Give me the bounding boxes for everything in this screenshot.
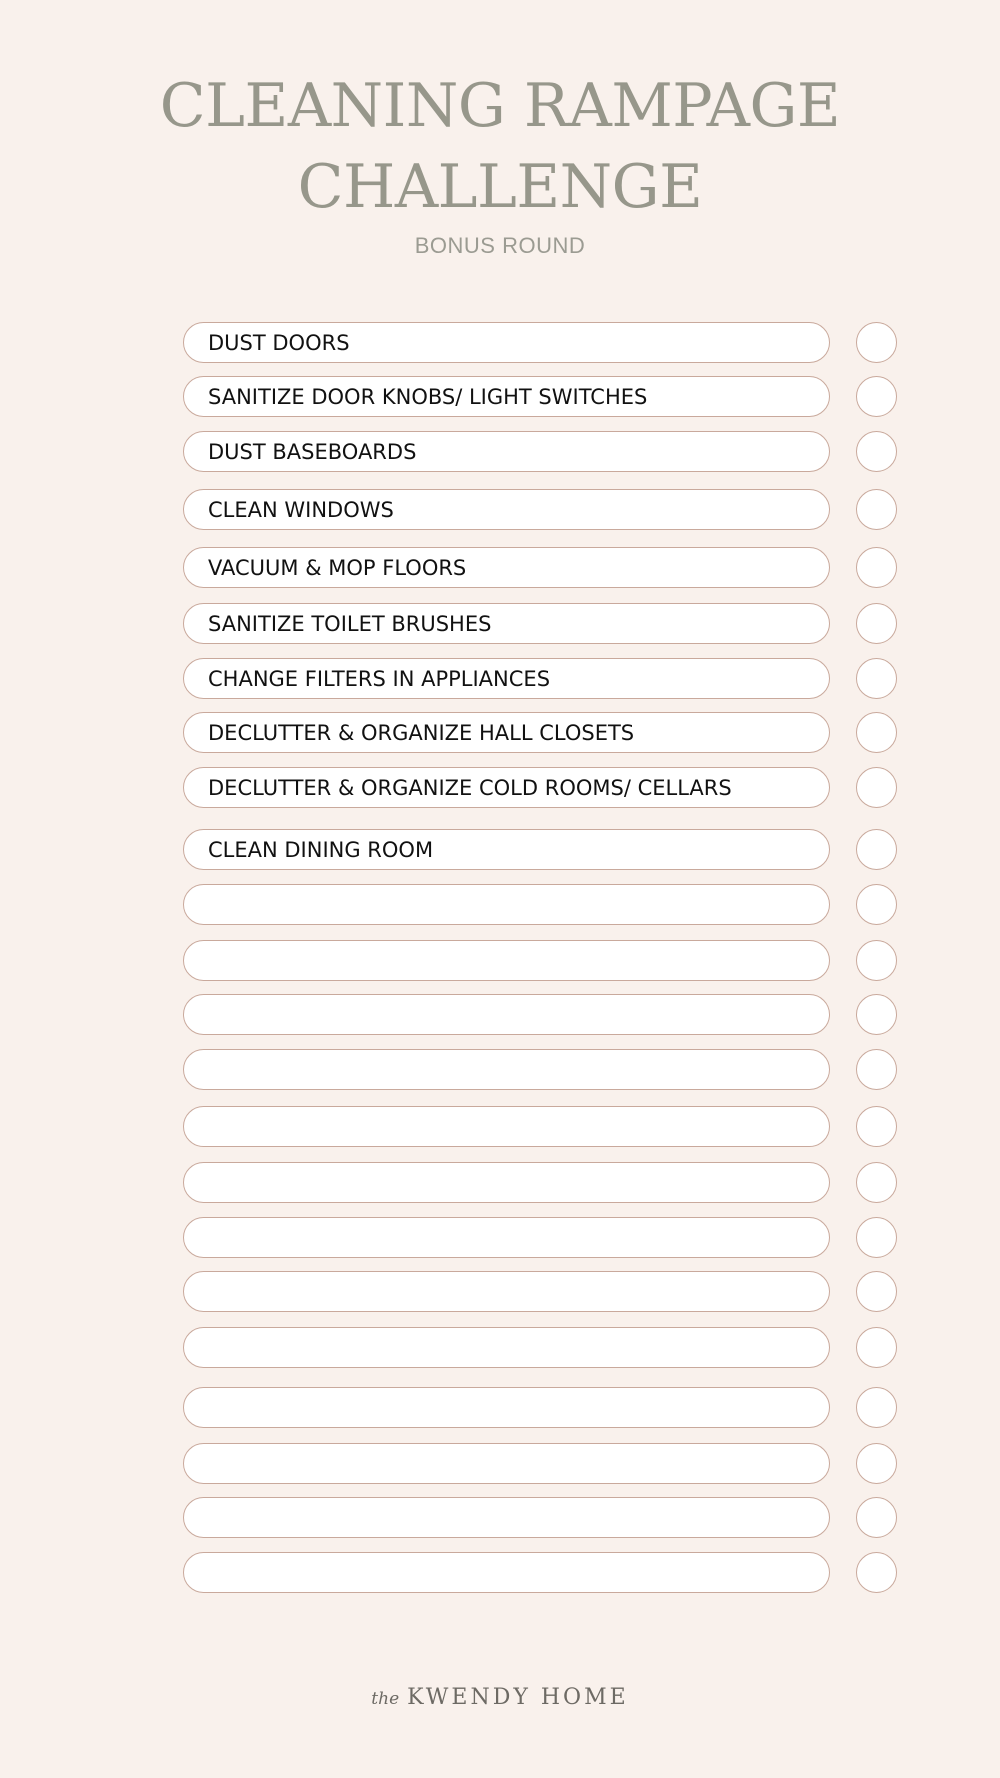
task-checkbox[interactable] bbox=[856, 767, 897, 808]
task-checkbox[interactable] bbox=[856, 1049, 897, 1090]
task-row bbox=[183, 547, 830, 588]
task-row bbox=[183, 376, 830, 417]
task-label: VACUUM & MOP FLOORS bbox=[208, 556, 467, 580]
task-field[interactable] bbox=[183, 1443, 830, 1484]
task-label: SANITIZE DOOR KNOBS/ LIGHT SWITCHES bbox=[208, 385, 648, 409]
brand-prefix: the bbox=[371, 1689, 400, 1709]
task-checkbox[interactable] bbox=[856, 1327, 897, 1368]
task-row bbox=[183, 1327, 830, 1368]
task-row bbox=[183, 829, 830, 870]
task-checkbox[interactable] bbox=[856, 1271, 897, 1312]
task-field[interactable] bbox=[183, 829, 830, 870]
task-checkbox[interactable] bbox=[856, 658, 897, 699]
task-field[interactable] bbox=[183, 884, 830, 925]
subtitle: BONUS ROUND bbox=[414, 233, 586, 258]
task-row bbox=[183, 994, 830, 1035]
task-field[interactable] bbox=[183, 1271, 830, 1312]
task-field[interactable] bbox=[183, 658, 830, 699]
task-row bbox=[183, 1217, 830, 1258]
task-row bbox=[183, 489, 830, 530]
task-label: CLEAN WINDOWS bbox=[208, 498, 394, 522]
task-field[interactable] bbox=[183, 547, 830, 588]
task-field[interactable] bbox=[183, 1327, 830, 1368]
task-checkbox[interactable] bbox=[856, 1443, 897, 1484]
task-field[interactable] bbox=[183, 767, 830, 808]
task-row bbox=[183, 1497, 830, 1538]
task-row bbox=[183, 1106, 830, 1147]
task-checkbox[interactable] bbox=[856, 431, 897, 472]
task-checkbox[interactable] bbox=[856, 547, 897, 588]
task-checkbox[interactable] bbox=[856, 884, 897, 925]
task-row bbox=[183, 322, 830, 363]
task-label: CHANGE FILTERS IN APPLIANCES bbox=[208, 667, 551, 691]
task-checkbox[interactable] bbox=[856, 1497, 897, 1538]
task-label: DUST BASEBOARDS bbox=[208, 440, 417, 464]
task-field[interactable] bbox=[183, 1387, 830, 1428]
task-field[interactable] bbox=[183, 489, 830, 530]
task-checkbox[interactable] bbox=[856, 603, 897, 644]
brand-footer bbox=[0, 1685, 1000, 1710]
task-field[interactable] bbox=[183, 1217, 830, 1258]
task-field[interactable] bbox=[183, 1497, 830, 1538]
task-field[interactable] bbox=[183, 1552, 830, 1593]
task-label: CLEAN DINING ROOM bbox=[208, 838, 434, 862]
task-field[interactable] bbox=[183, 322, 830, 363]
task-row bbox=[183, 658, 830, 699]
task-field[interactable] bbox=[183, 712, 830, 753]
task-checkbox[interactable] bbox=[856, 994, 897, 1035]
task-checkbox[interactable] bbox=[856, 1552, 897, 1593]
task-field[interactable] bbox=[183, 1049, 830, 1090]
task-row bbox=[183, 940, 830, 981]
task-checkbox[interactable] bbox=[856, 1106, 897, 1147]
task-row bbox=[183, 884, 830, 925]
task-row bbox=[183, 1552, 830, 1593]
task-row bbox=[183, 712, 830, 753]
task-row bbox=[183, 603, 830, 644]
task-field[interactable] bbox=[183, 603, 830, 644]
task-field[interactable] bbox=[183, 431, 830, 472]
task-field[interactable] bbox=[183, 1162, 830, 1203]
task-checkbox[interactable] bbox=[856, 376, 897, 417]
task-row bbox=[183, 1049, 830, 1090]
task-row bbox=[183, 1443, 830, 1484]
brand-name: KWENDY HOME bbox=[407, 1685, 629, 1710]
task-checkbox[interactable] bbox=[856, 489, 897, 530]
task-checkbox[interactable] bbox=[856, 829, 897, 870]
task-checkbox[interactable] bbox=[856, 322, 897, 363]
task-checkbox[interactable] bbox=[856, 712, 897, 753]
title-line-1: CLEANING RAMPAGE bbox=[159, 71, 841, 141]
task-row bbox=[183, 1387, 830, 1428]
task-checkbox[interactable] bbox=[856, 1217, 897, 1258]
task-label: DUST DOORS bbox=[208, 331, 350, 355]
title-line-2: CHALLENGE bbox=[297, 152, 703, 222]
task-label: SANITIZE TOILET BRUSHES bbox=[208, 612, 492, 636]
task-checkbox[interactable] bbox=[856, 940, 897, 981]
task-row bbox=[183, 1271, 830, 1312]
task-checkbox[interactable] bbox=[856, 1387, 897, 1428]
task-row bbox=[183, 431, 830, 472]
task-row bbox=[183, 767, 830, 808]
task-label: DECLUTTER & ORGANIZE COLD ROOMS/ CELLARS bbox=[208, 776, 732, 800]
task-field[interactable] bbox=[183, 994, 830, 1035]
task-row bbox=[183, 1162, 830, 1203]
task-field[interactable] bbox=[183, 940, 830, 981]
task-label: DECLUTTER & ORGANIZE HALL CLOSETS bbox=[208, 721, 635, 745]
task-field[interactable] bbox=[183, 376, 830, 417]
task-field[interactable] bbox=[183, 1106, 830, 1147]
task-checkbox[interactable] bbox=[856, 1162, 897, 1203]
